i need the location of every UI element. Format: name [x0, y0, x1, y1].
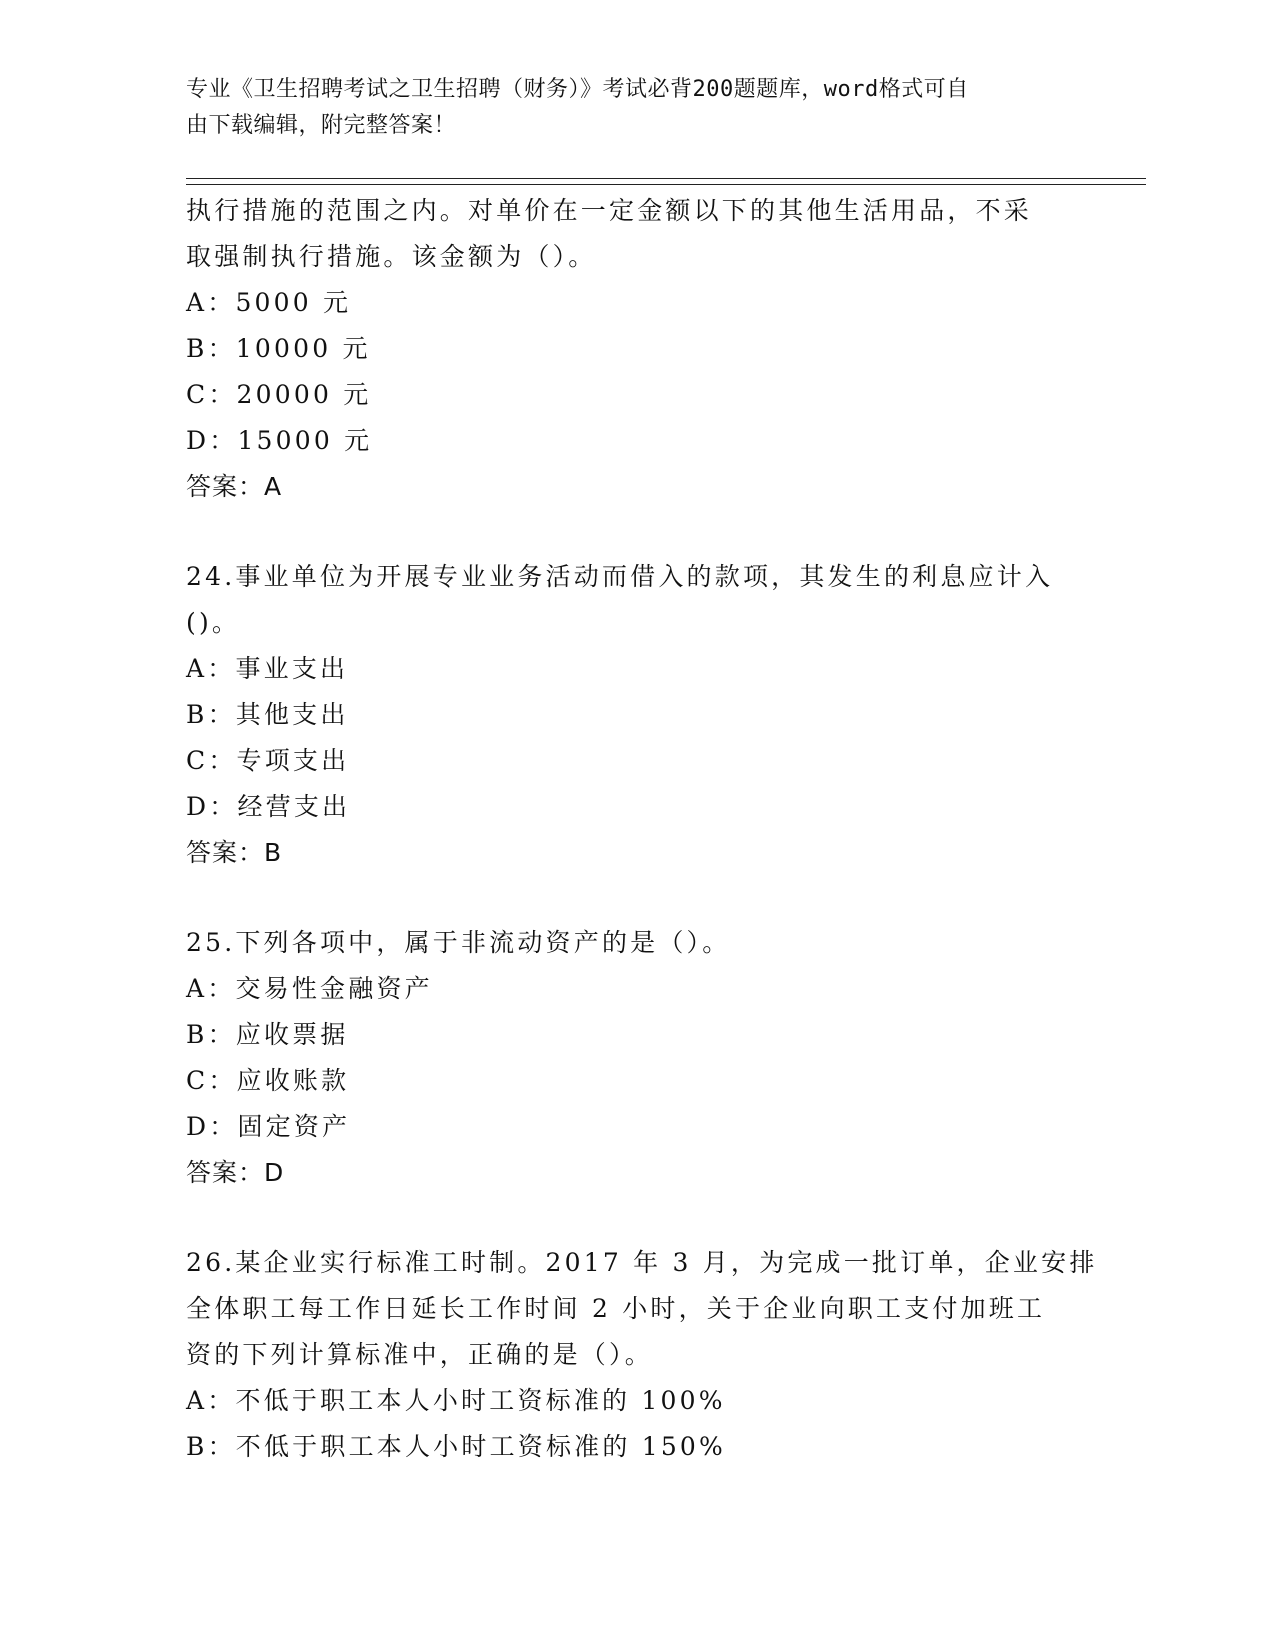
question-text: 全体职工每工作日延长工作时间 2 小时，关于企业向职工支付加班工	[186, 1294, 1046, 1323]
option-d: D：固定资产	[186, 1112, 351, 1141]
spacer	[186, 1196, 1086, 1240]
question-text: ()。	[186, 608, 241, 637]
question-text: 25.下列各项中，属于非流动资产的是（）。	[186, 928, 731, 957]
spacer	[186, 510, 1086, 554]
question-text: 执行措施的范围之内。对单价在一定金额以下的其他生活用品，不采	[186, 196, 1033, 225]
question-26	[186, 1240, 1098, 1470]
question-text: 资的下列计算标准中，正确的是（）。	[186, 1340, 653, 1369]
question-text: 取强制执行措施。该金额为（）。	[186, 242, 597, 271]
spacer	[186, 876, 1086, 920]
option-a: A：事业支出	[186, 654, 349, 683]
option-a: A：交易性金融资产	[186, 974, 433, 1003]
answer-line: 答案：A	[186, 472, 283, 501]
option-c: C：专项支出	[186, 746, 350, 775]
answer-line: 答案：D	[186, 1158, 285, 1187]
header-line-2: 由下载编辑，附完整答案！	[186, 113, 457, 138]
option-b: B：10000 元	[186, 334, 371, 363]
option-b: B：其他支出	[186, 700, 349, 729]
question-25	[186, 920, 1086, 1196]
question-text: 24.事业单位为开展专业业务活动而借入的款项，其发生的利息应计入	[186, 562, 1054, 591]
question-24	[186, 554, 1086, 876]
header-divider-bottom	[186, 184, 1146, 185]
question-text: 26.某企业实行标准工时制。2017 年 3 月，为完成一批订单，企业安排	[186, 1248, 1098, 1277]
option-c: C：20000 元	[186, 380, 372, 409]
answer-line: 答案：B	[186, 838, 283, 867]
header-divider-top	[186, 178, 1146, 179]
header-line-1: 专业《卫生招聘考试之卫生招聘（财务）》考试必背200题题库，word格式可自	[186, 77, 969, 102]
option-b: B：应收票据	[186, 1020, 349, 1049]
option-a: A：不低于职工本人小时工资标准的 100%	[186, 1386, 726, 1415]
option-d: D：经营支出	[186, 792, 351, 821]
option-c: C：应收账款	[186, 1066, 350, 1095]
option-b: B：不低于职工本人小时工资标准的 150%	[186, 1432, 726, 1461]
question-list	[186, 188, 1098, 1470]
option-d: D：15000 元	[186, 426, 373, 455]
document-header	[186, 72, 1066, 144]
option-a: A：5000 元	[186, 288, 352, 317]
question-23	[186, 188, 1086, 510]
